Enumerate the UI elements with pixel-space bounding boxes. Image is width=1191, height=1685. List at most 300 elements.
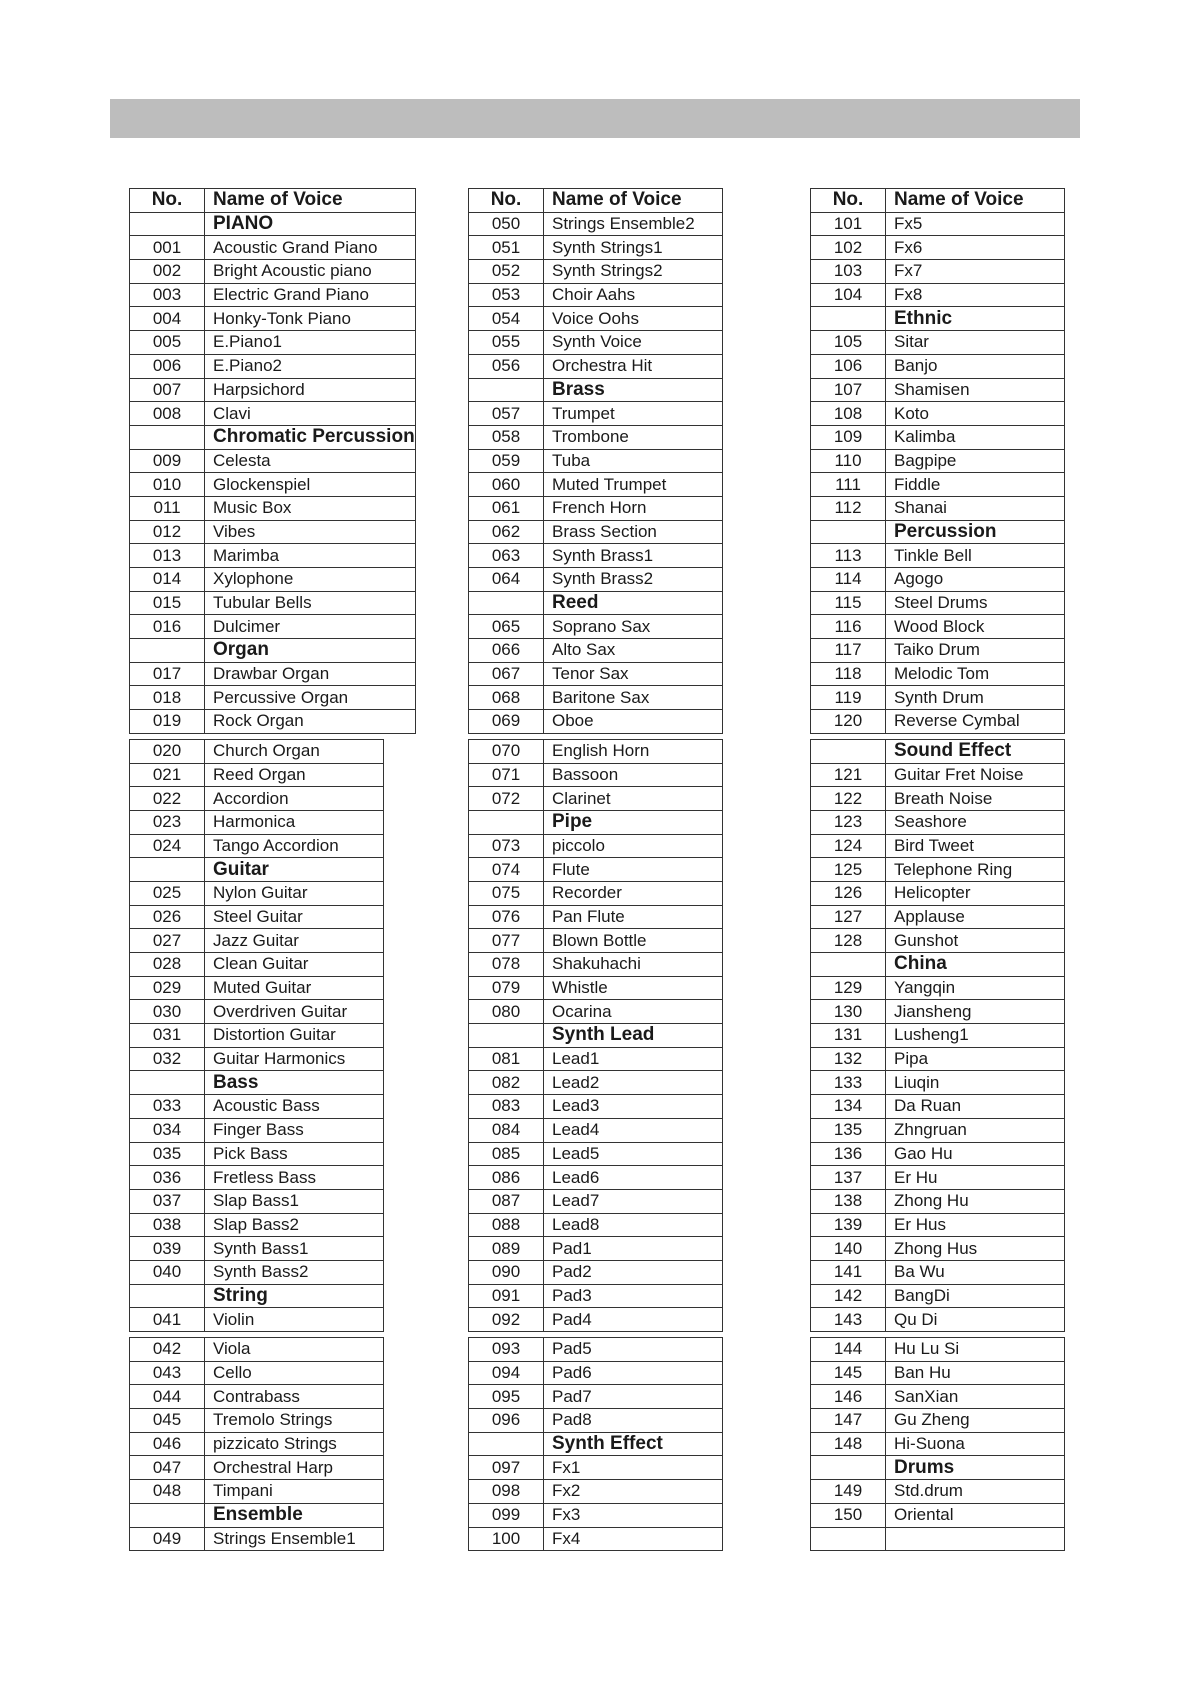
voice-number: 136	[810, 1143, 886, 1167]
table-row	[810, 1433, 1065, 1457]
voice-name: Clavi	[205, 402, 416, 426]
voice-name: Std.drum	[886, 1480, 1065, 1504]
voice-name: Zhong Hus	[886, 1237, 1065, 1261]
table-row	[468, 1190, 723, 1214]
table-row	[129, 521, 416, 545]
voice-name: Reed Organ	[205, 764, 384, 788]
voice-number	[129, 213, 205, 237]
table-row	[810, 906, 1065, 930]
voice-name: Fx6	[886, 236, 1065, 260]
voice-number: 055	[468, 331, 544, 355]
voice-name: Applause	[886, 906, 1065, 930]
table-row	[129, 1480, 384, 1504]
voice-number: 098	[468, 1480, 544, 1504]
voice-name: Er Hu	[886, 1166, 1065, 1190]
voice-number: 130	[810, 1000, 886, 1024]
table-row	[468, 1456, 723, 1480]
table-row	[129, 882, 384, 906]
table-row	[810, 284, 1065, 308]
table-row	[810, 1285, 1065, 1309]
voice-number: 060	[468, 473, 544, 497]
voice-name: Ban Hu	[886, 1362, 1065, 1386]
table-row	[468, 331, 723, 355]
voice-name: Slap Bass1	[205, 1190, 384, 1214]
voice-name: Fretless Bass	[205, 1166, 384, 1190]
table-row	[129, 307, 416, 331]
table-row	[468, 764, 723, 788]
voice-number: 127	[810, 906, 886, 930]
table-row	[129, 331, 416, 355]
table-row	[810, 663, 1065, 687]
voice-number	[468, 811, 544, 835]
voice-number: 042	[129, 1337, 205, 1362]
voice-number: 077	[468, 929, 544, 953]
voice-name: Baritone Sax	[544, 686, 723, 710]
table-row	[810, 882, 1065, 906]
voice-number: 089	[468, 1237, 544, 1261]
table-row	[810, 213, 1065, 237]
voice-number	[810, 739, 886, 764]
voice-number: 037	[129, 1190, 205, 1214]
table-row	[810, 787, 1065, 811]
voice-name: Lead7	[544, 1190, 723, 1214]
table-row	[810, 331, 1065, 355]
table-row	[468, 663, 723, 687]
table-row	[468, 929, 723, 953]
voice-name: Voice Oohs	[544, 307, 723, 331]
table-row	[129, 1166, 384, 1190]
voice-name: Distortion Guitar	[205, 1024, 384, 1048]
table-row	[468, 1480, 723, 1504]
voice-number: 108	[810, 402, 886, 426]
voice-number: 072	[468, 787, 544, 811]
voice-number: 087	[468, 1190, 544, 1214]
table-row	[129, 811, 384, 835]
category-row	[468, 379, 723, 403]
table-row	[129, 260, 416, 284]
voice-number: 138	[810, 1190, 886, 1214]
voice-number: 041	[129, 1308, 205, 1332]
category-name: Guitar	[205, 858, 384, 882]
voice-name: Fx8	[886, 284, 1065, 308]
voice-number: 030	[129, 1000, 205, 1024]
table-row	[468, 1504, 723, 1528]
table-row	[129, 787, 384, 811]
voice-number: 145	[810, 1362, 886, 1386]
voice-number	[810, 953, 886, 977]
voice-name: Music Box	[205, 497, 416, 521]
table-row	[810, 544, 1065, 568]
voice-number: 002	[129, 260, 205, 284]
voice-number: 065	[468, 615, 544, 639]
voice-number: 146	[810, 1385, 886, 1409]
voice-number: 031	[129, 1024, 205, 1048]
table-row	[468, 497, 723, 521]
voice-name: Hu Lu Si	[886, 1337, 1065, 1362]
voice-number: 025	[129, 882, 205, 906]
voice-number: 118	[810, 663, 886, 687]
category-row	[810, 953, 1065, 977]
voice-name: Dulcimer	[205, 615, 416, 639]
voice-name: Fx7	[886, 260, 1065, 284]
voice-name: Harmonica	[205, 811, 384, 835]
table-row	[810, 811, 1065, 835]
table-row	[810, 977, 1065, 1001]
voice-name: Lead1	[544, 1048, 723, 1072]
table-row	[129, 1528, 384, 1552]
voice-name: Zhong Hu	[886, 1190, 1065, 1214]
category-row	[129, 639, 416, 663]
voice-number: 083	[468, 1095, 544, 1119]
voice-number: 131	[810, 1024, 886, 1048]
voice-name: BangDi	[886, 1285, 1065, 1309]
table-row	[129, 284, 416, 308]
voice-number: 116	[810, 615, 886, 639]
table-row	[129, 1261, 384, 1285]
voice-name: Bird Tweet	[886, 835, 1065, 859]
voice-name: Agogo	[886, 568, 1065, 592]
voice-number: 133	[810, 1071, 886, 1095]
voice-name: Tuba	[544, 450, 723, 474]
voice-number: 033	[129, 1095, 205, 1119]
voice-number	[468, 1433, 544, 1457]
voice-number: 022	[129, 787, 205, 811]
table-row	[810, 1261, 1065, 1285]
table-row	[810, 355, 1065, 379]
table-header	[468, 188, 723, 213]
voice-name: Jiansheng	[886, 1000, 1065, 1024]
voice-number: 129	[810, 977, 886, 1001]
table-row	[468, 1143, 723, 1167]
table-row	[468, 568, 723, 592]
voice-name: Guitar Harmonics	[205, 1048, 384, 1072]
voice-name: Ocarina	[544, 1000, 723, 1024]
voice-number: 036	[129, 1166, 205, 1190]
voice-name: Banjo	[886, 355, 1065, 379]
voice-name: Guitar Fret Noise	[886, 764, 1065, 788]
voice-number: 148	[810, 1433, 886, 1457]
voice-number: 051	[468, 236, 544, 260]
voice-name: Synth Drum	[886, 686, 1065, 710]
voice-number: 123	[810, 811, 886, 835]
voice-number: 092	[468, 1308, 544, 1332]
category-name: China	[886, 953, 1065, 977]
voice-name: Acoustic Bass	[205, 1095, 384, 1119]
voice-number	[129, 1071, 205, 1095]
table-row	[129, 1119, 384, 1143]
table-row	[810, 929, 1065, 953]
category-name: Ethnic	[886, 307, 1065, 331]
table-row	[468, 355, 723, 379]
table-row	[129, 615, 416, 639]
voice-number: 061	[468, 497, 544, 521]
voice-number	[129, 639, 205, 663]
category-row	[810, 521, 1065, 545]
table-row	[468, 473, 723, 497]
voice-number: 052	[468, 260, 544, 284]
voice-name: Fx3	[544, 1504, 723, 1528]
table-row	[810, 1528, 1065, 1552]
voice-number: 110	[810, 450, 886, 474]
voice-name: Er Hus	[886, 1214, 1065, 1238]
voice-name: Nylon Guitar	[205, 882, 384, 906]
voice-table	[810, 739, 1065, 1332]
voice-number	[129, 426, 205, 450]
voice-name: Lusheng1	[886, 1024, 1065, 1048]
voice-name: French Horn	[544, 497, 723, 521]
voice-number: 080	[468, 1000, 544, 1024]
voice-number	[468, 592, 544, 616]
voice-name: Synth Bass1	[205, 1237, 384, 1261]
table-row	[468, 739, 723, 764]
voice-number: 005	[129, 331, 205, 355]
voice-number: 003	[129, 284, 205, 308]
voice-name: Synth Strings1	[544, 236, 723, 260]
table-row	[129, 1362, 384, 1386]
voice-number: 027	[129, 929, 205, 953]
table-row	[129, 1214, 384, 1238]
table-row	[468, 236, 723, 260]
table-row	[129, 739, 384, 764]
table-row	[810, 1409, 1065, 1433]
voice-name: Tremolo Strings	[205, 1409, 384, 1433]
table-row	[129, 568, 416, 592]
table-row	[468, 787, 723, 811]
voice-name: Shamisen	[886, 379, 1065, 403]
voice-number: 075	[468, 882, 544, 906]
table-row	[129, 663, 416, 687]
table-row	[468, 710, 723, 734]
category-row	[810, 739, 1065, 764]
voice-number: 142	[810, 1285, 886, 1309]
voice-name: Lead8	[544, 1214, 723, 1238]
category-row	[810, 1456, 1065, 1480]
voice-number: 106	[810, 355, 886, 379]
header-name-of-voice: Name of Voice	[205, 188, 416, 213]
voice-name: Fx5	[886, 213, 1065, 237]
category-name: Sound Effect	[886, 739, 1065, 764]
voice-number: 063	[468, 544, 544, 568]
voice-number: 004	[129, 307, 205, 331]
voice-number: 091	[468, 1285, 544, 1309]
voice-table	[468, 188, 723, 734]
voice-number: 008	[129, 402, 205, 426]
voice-number: 094	[468, 1362, 544, 1386]
voice-name: Helicopter	[886, 882, 1065, 906]
table-row	[810, 1119, 1065, 1143]
category-name: String	[205, 1285, 384, 1309]
voice-number: 017	[129, 663, 205, 687]
table-row	[468, 977, 723, 1001]
voice-number: 043	[129, 1362, 205, 1386]
voice-number: 128	[810, 929, 886, 953]
table-row	[468, 521, 723, 545]
table-row	[468, 1308, 723, 1332]
voice-column-1	[129, 188, 416, 1551]
voice-number: 144	[810, 1337, 886, 1362]
voice-number: 021	[129, 764, 205, 788]
voice-number: 018	[129, 686, 205, 710]
table-row	[810, 426, 1065, 450]
voice-number: 121	[810, 764, 886, 788]
voice-name: Clarinet	[544, 787, 723, 811]
category-name: PIANO	[205, 213, 416, 237]
voice-number: 007	[129, 379, 205, 403]
table-row	[468, 639, 723, 663]
table-row	[468, 544, 723, 568]
voice-number: 071	[468, 764, 544, 788]
voice-number: 026	[129, 906, 205, 930]
voice-number: 126	[810, 882, 886, 906]
voice-name: Overdriven Guitar	[205, 1000, 384, 1024]
header-no: No.	[810, 188, 886, 213]
category-row	[129, 1071, 384, 1095]
voice-name: Pad8	[544, 1409, 723, 1433]
voice-name: Acoustic Grand Piano	[205, 236, 416, 260]
voice-name: Pick Bass	[205, 1143, 384, 1167]
voice-number: 095	[468, 1385, 544, 1409]
voice-number: 011	[129, 497, 205, 521]
voice-name: Lead6	[544, 1166, 723, 1190]
voice-name: Melodic Tom	[886, 663, 1065, 687]
table-row	[810, 1166, 1065, 1190]
voice-name: Violin	[205, 1308, 384, 1332]
table-row	[468, 906, 723, 930]
table-row	[129, 1456, 384, 1480]
voice-number: 120	[810, 710, 886, 734]
voice-name: Oboe	[544, 710, 723, 734]
category-name: Organ	[205, 639, 416, 663]
table-row	[129, 1048, 384, 1072]
voice-name: Fx1	[544, 1456, 723, 1480]
voice-name: Wood Block	[886, 615, 1065, 639]
table-row	[810, 1480, 1065, 1504]
voice-name: Alto Sax	[544, 639, 723, 663]
voice-name: Rock Organ	[205, 710, 416, 734]
table-row	[810, 1337, 1065, 1362]
voice-number: 020	[129, 739, 205, 764]
voice-number: 064	[468, 568, 544, 592]
voice-number: 102	[810, 236, 886, 260]
voice-number: 012	[129, 521, 205, 545]
voice-number: 059	[468, 450, 544, 474]
table-row	[129, 953, 384, 977]
voice-name: pizzicato Strings	[205, 1433, 384, 1457]
table-row	[129, 236, 416, 260]
header-name-of-voice: Name of Voice	[544, 188, 723, 213]
table-row	[468, 835, 723, 859]
table-row	[468, 1261, 723, 1285]
voice-number	[810, 1528, 886, 1552]
voice-name: Jazz Guitar	[205, 929, 384, 953]
table-header	[129, 188, 416, 213]
voice-name: Xylophone	[205, 568, 416, 592]
category-name: Synth Lead	[544, 1024, 723, 1048]
voice-number: 019	[129, 710, 205, 734]
table-row	[129, 1000, 384, 1024]
table-row	[468, 1048, 723, 1072]
voice-name: Hi-Suona	[886, 1433, 1065, 1457]
voice-number: 062	[468, 521, 544, 545]
voice-number: 013	[129, 544, 205, 568]
table-row	[810, 1071, 1065, 1095]
voice-number: 147	[810, 1409, 886, 1433]
table-row	[129, 1190, 384, 1214]
voice-number: 039	[129, 1237, 205, 1261]
voice-number: 001	[129, 236, 205, 260]
table-row	[129, 906, 384, 930]
voice-table	[129, 188, 416, 734]
table-row	[468, 260, 723, 284]
voice-number: 070	[468, 739, 544, 764]
voice-name: Bagpipe	[886, 450, 1065, 474]
table-row	[129, 355, 416, 379]
voice-number: 141	[810, 1261, 886, 1285]
voice-number	[129, 1504, 205, 1528]
voice-name: Shakuhachi	[544, 953, 723, 977]
voice-name: Celesta	[205, 450, 416, 474]
table-row	[468, 1385, 723, 1409]
table-row	[129, 473, 416, 497]
voice-name: Sitar	[886, 331, 1065, 355]
voice-number: 048	[129, 1480, 205, 1504]
voice-number: 088	[468, 1214, 544, 1238]
voice-name: Fiddle	[886, 473, 1065, 497]
voice-column-3	[810, 188, 1065, 1551]
voice-name: Pan Flute	[544, 906, 723, 930]
table-row	[810, 568, 1065, 592]
voice-number	[129, 858, 205, 882]
table-row	[129, 1143, 384, 1167]
voice-number: 014	[129, 568, 205, 592]
voice-name: Soprano Sax	[544, 615, 723, 639]
voice-number: 050	[468, 213, 544, 237]
voice-name: Harpsichord	[205, 379, 416, 403]
voice-number: 054	[468, 307, 544, 331]
category-name: Ensemble	[205, 1504, 384, 1528]
table-row	[129, 1433, 384, 1457]
voice-name: Lead4	[544, 1119, 723, 1143]
voice-number: 097	[468, 1456, 544, 1480]
voice-name: Tenor Sax	[544, 663, 723, 687]
table-row	[468, 1166, 723, 1190]
table-row	[810, 615, 1065, 639]
category-name: Pipe	[544, 811, 723, 835]
table-row	[129, 1409, 384, 1433]
table-row	[810, 764, 1065, 788]
table-row	[468, 1528, 723, 1552]
voice-table	[810, 188, 1065, 734]
voice-name: Choir Aahs	[544, 284, 723, 308]
voice-name: Viola	[205, 1337, 384, 1362]
header-banner	[110, 99, 1080, 138]
voice-name: Electric Grand Piano	[205, 284, 416, 308]
voice-number: 032	[129, 1048, 205, 1072]
voice-number: 140	[810, 1237, 886, 1261]
voice-name: Vibes	[205, 521, 416, 545]
voice-number: 010	[129, 473, 205, 497]
table-row	[810, 858, 1065, 882]
voice-number: 074	[468, 858, 544, 882]
voice-table	[810, 1337, 1065, 1551]
voice-number: 016	[129, 615, 205, 639]
voice-number: 047	[129, 1456, 205, 1480]
voice-name: Pad7	[544, 1385, 723, 1409]
table-row	[468, 1119, 723, 1143]
voice-number: 105	[810, 331, 886, 355]
table-header	[810, 188, 1065, 213]
voice-name: Bright Acoustic piano	[205, 260, 416, 284]
